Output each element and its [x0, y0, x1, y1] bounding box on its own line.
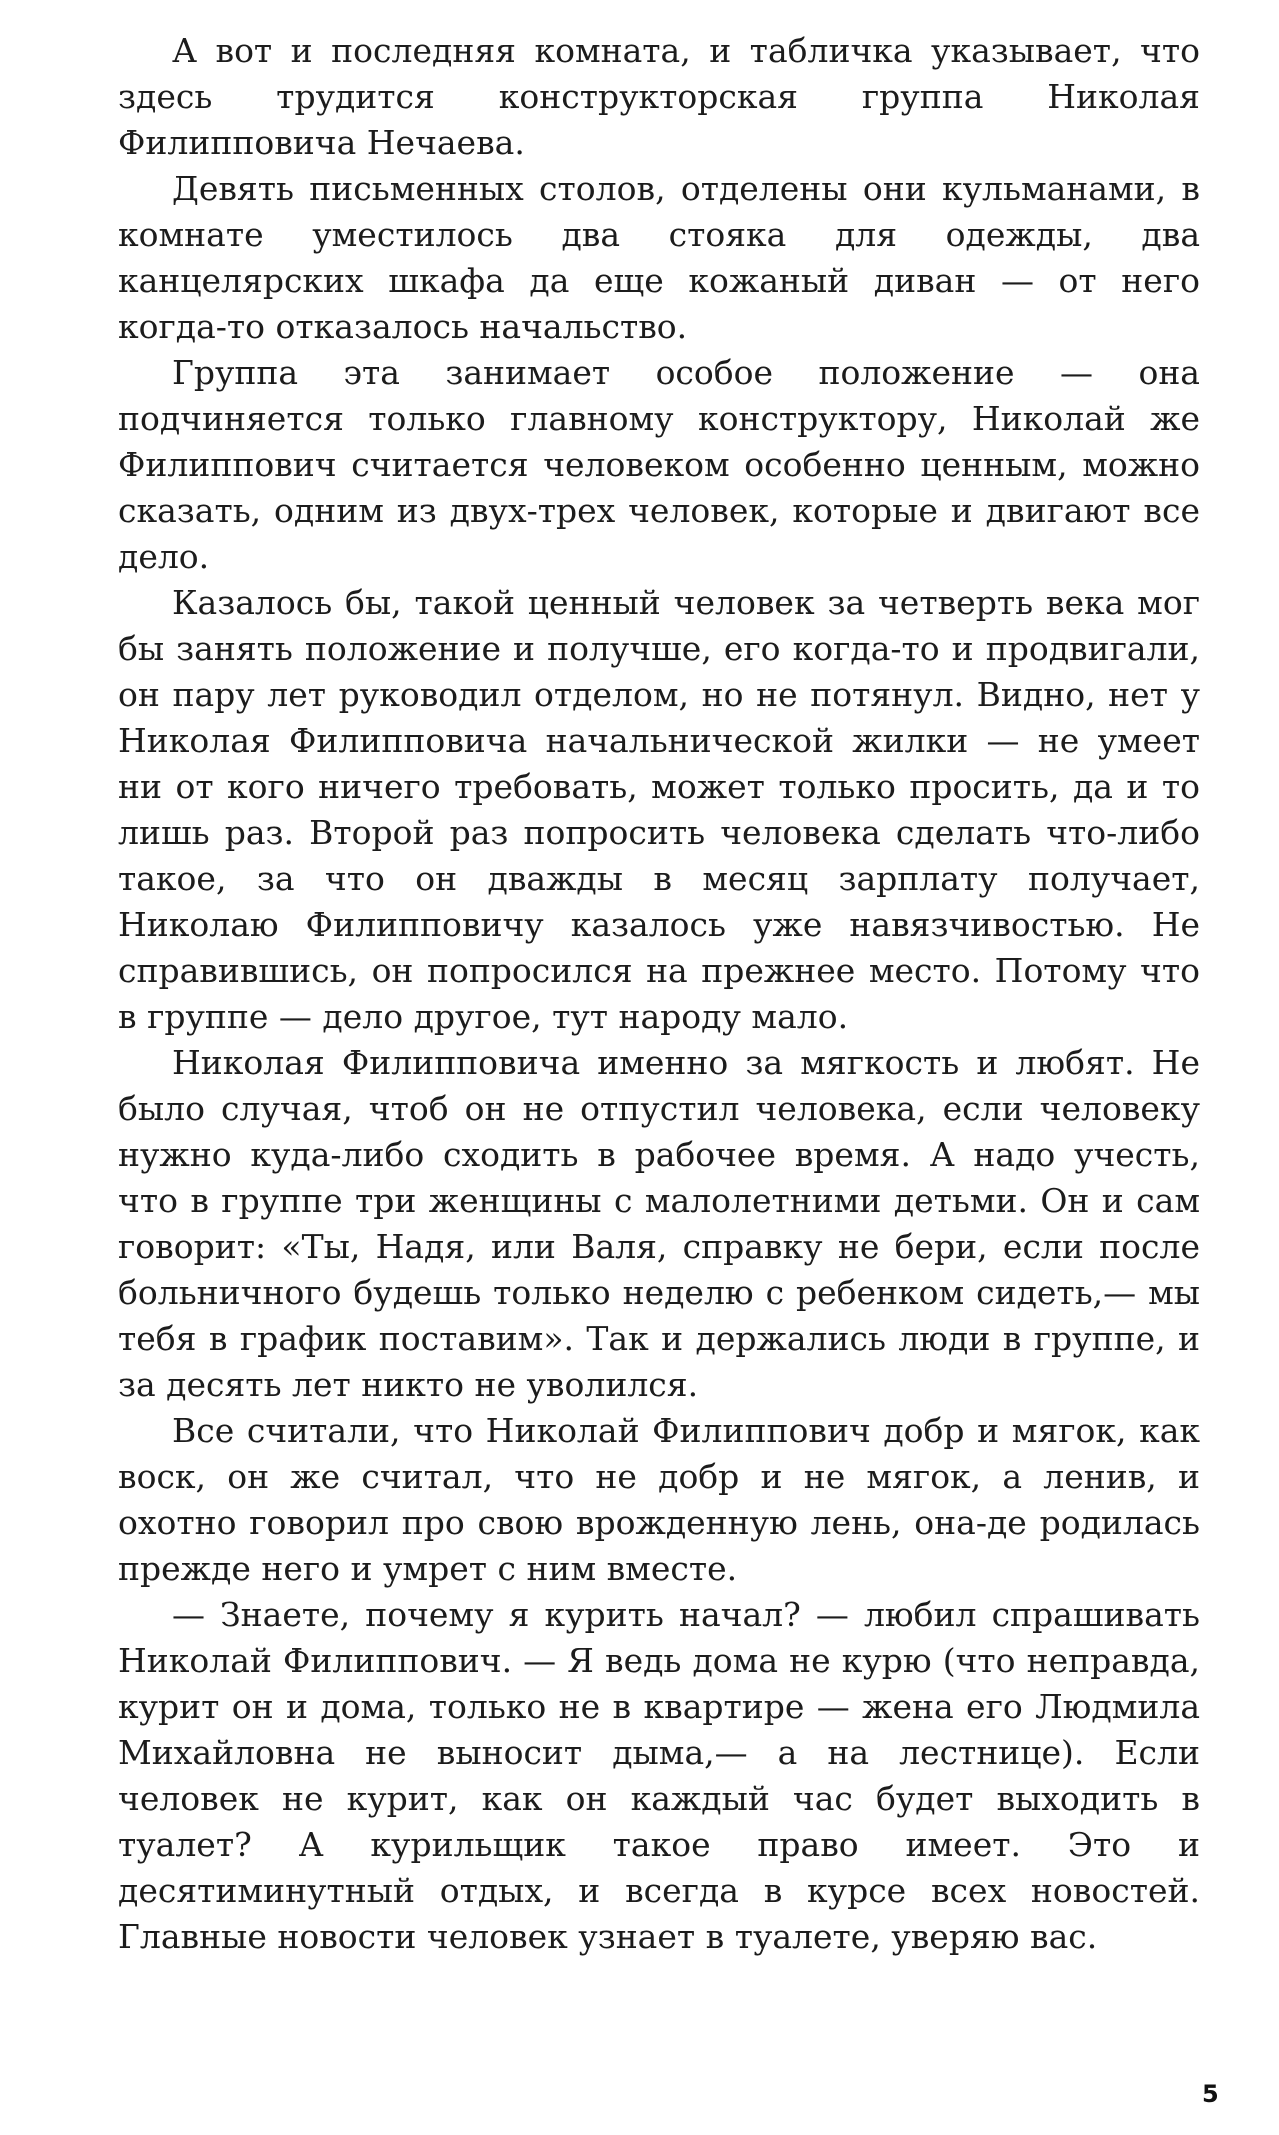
paragraph-furniture: Девять письменных столов, отделены они кульманами, в комнате уместилось два стояка для одежды, два канцелярских шкафа да еще кожаный диван — от него когда-то отказалось начальство. [118, 169, 1200, 346]
paragraph-smoking: — Знаете, почему я курить начал? — любил спрашивать Николай Филиппович. — Я ведь дома не курю (что неправда, курит он и дома, только не в квартире — жена его Людмила Михайловна не выносит дыма,— а на лестнице). Если человек не курит, как он каждый час будет выходить в туалет? А курильщик такое право имеет. Это и десятиминутный отдых, и всегда в курсе всех новостей. Главные новости человек узнает в туалете, уверяю вас. [118, 1595, 1200, 1956]
page-number: 5 [1202, 2080, 1219, 2108]
paragraph-softness: Николая Филипповича именно за мягкость и любят. Не было случая, чтоб он не отпустил человека, если человеку нужно куда-либо сходить в рабочее время. А надо учесть, что в группе три женщины с малолетними детьми. Он и сам говорит: «Ты, Надя, или Валя, справку не бери, если после больничного будешь только неделю с ребенком сидеть,— мы тебя в график поставим». Так и держались люди в группе, и за десять лет никто не уволился. [118, 1043, 1200, 1404]
paragraph-last-room: А вот и последняя комната, и табличка указывает, что здесь трудится конструкторская группа Николая Филипповича Нечаева. [118, 31, 1200, 162]
paragraph-laziness: Все считали, что Николай Филиппович добр и мягок, как воск, он же считал, что не добр и не мягок, а ленив, и охотно говорил про свою врожденную лень, она-де родилась прежде него и умрет с ним вместе. [118, 1411, 1200, 1588]
paragraph-group-status: Группа эта занимает особое положение — она подчиняется только главному конструктору, Николай же Филиппович считается человеком особенно ценным, можно сказать, одним из двух-трех человек, которые и двигают все дело. [118, 353, 1200, 576]
book-page-text [118, 28, 1200, 1960]
paragraph-career: Казалось бы, такой ценный человек за четверть века мог бы занять положение и получше, его когда-то и продвигали, он пару лет руководил отделом, но не потянул. Видно, нет у Николая Филипповича начальнической жилки — не умеет ни от кого ничего требовать, может только просить, да и то лишь раз. Второй раз попросить человека сделать что-либо такое, за что он дважды в месяц зарплату получает, Николаю Филипповичу казалось уже навязчивостью. Не справившись, он попросился на прежнее место. Потому что в группе — дело другое, тут народу мало. [118, 583, 1200, 1036]
